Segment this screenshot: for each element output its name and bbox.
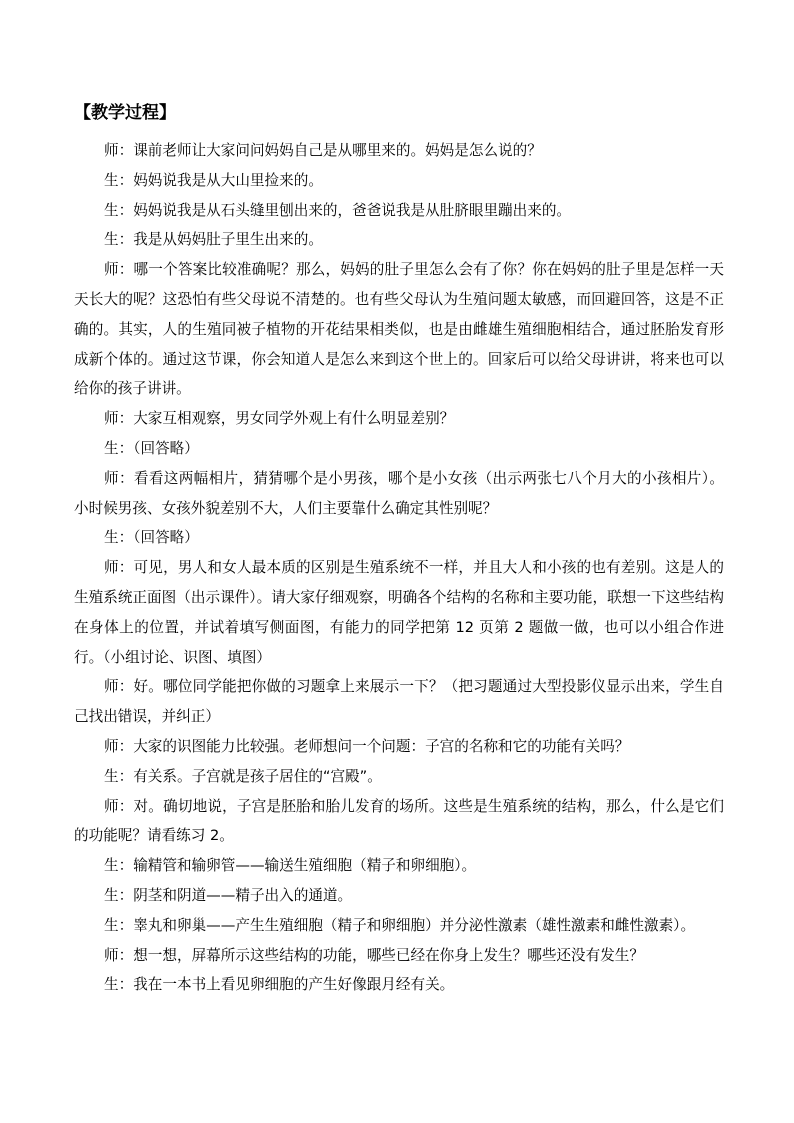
paragraph-19: 生：我在一本书上看见卵细胞的产生好像跟月经有关。 (104, 976, 455, 994)
paragraph-3: 生：妈妈说我是从石头缝里刨出来的，爸爸说我是从肚脐眼里蹦出来的。 (104, 201, 572, 219)
paragraph-17: 生：睾丸和卵巢——产生生殖细胞（精子和卵细胞）并分泌性激素（雄性激素和雌性激素）。 (104, 916, 696, 934)
paragraph-8: 师：看看这两幅相片，猜猜哪个是小男孩，哪个是小女孩（出示两张七八个月大的小孩相片）。小时候男孩、女孩外貌差别不大，人们主要靠什么确定其性别呢？ (74, 469, 724, 517)
section-heading: 【教学过程】 (74, 103, 176, 123)
paragraph-2: 生：妈妈说我是从大山里捡来的。 (104, 171, 323, 189)
paragraph-7: 生：（回答略） (104, 439, 199, 457)
paragraph-14: 师：对。确切地说，子宫是胚胎和胎儿发育的场所。这些是生殖系统的结构，那么，什么是它们的功能呢？请看练习 2。 (74, 797, 724, 845)
paragraph-11: 师：好。哪位同学能把你做的习题拿上来展示一下？（把习题通过大型投影仪显示出来，学生自己找出错误，并纠正） (74, 678, 724, 726)
paragraph-4: 生：我是从妈妈肚子里生出来的。 (104, 231, 323, 249)
paragraph-1: 师：课前老师让大家问问妈妈自己是从哪里来的。妈妈是怎么说的？ (104, 142, 542, 159)
paragraph-16: 生：阴茎和阴道——精子出入的通道。 (104, 886, 353, 904)
paragraph-5: 师：哪一个答案比较准确呢？那么，妈妈的肚子里怎么会有了你？你在妈妈的肚子里是怎样一天天长大的呢？这恐怕有些父母说不清楚的。也有些父母认为生殖问题太敏感，而回避回答，这是不正确的。其实，人的生殖同被子植物的开花结果相类似，也是由雌雄生殖细胞相结合，通过胚胎发育形成新个体的。通过这节课，你会知道人是怎么来到这个世上的。回家后可以给父母讲讲，将来也可以给你的孩子讲讲。 (74, 261, 724, 398)
document-page (74, 100, 724, 1000)
paragraph-12: 师：大家的识图能力比较强。老师想问一个问题：子宫的名称和它的功能有关吗？ (104, 737, 630, 755)
paragraph-6: 师：大家互相观察，男女同学外观上有什么明显差别？ (104, 410, 455, 428)
paragraph-13: 生：有关系。子宫就是孩子居住的“宫殿”。 (104, 767, 382, 785)
paragraph-9: 生：（回答略） (104, 529, 199, 547)
paragraph-18: 师：想一想，屏幕所示这些结构的功能，哪些已经在你身上发生？哪些还没有发生？ (104, 946, 644, 964)
paragraph-15: 生：输精管和输卵管——输送生殖细胞（精子和卵细胞）。 (104, 857, 477, 875)
paragraph-10: 师：可见，男人和女人最本质的区别是生殖系统不一样，并且大人和小孩的也有差别。这是人的生殖系统正面图（出示课件）。请大家仔细观察，明确各个结构的名称和主要功能，联想一下这些结构在身体上的位置，并试着填写侧面图，有能力的同学把第 12 页第 2 题做一做，也可以小组合作进行。（小组讨论、识图、填图） (74, 559, 724, 666)
